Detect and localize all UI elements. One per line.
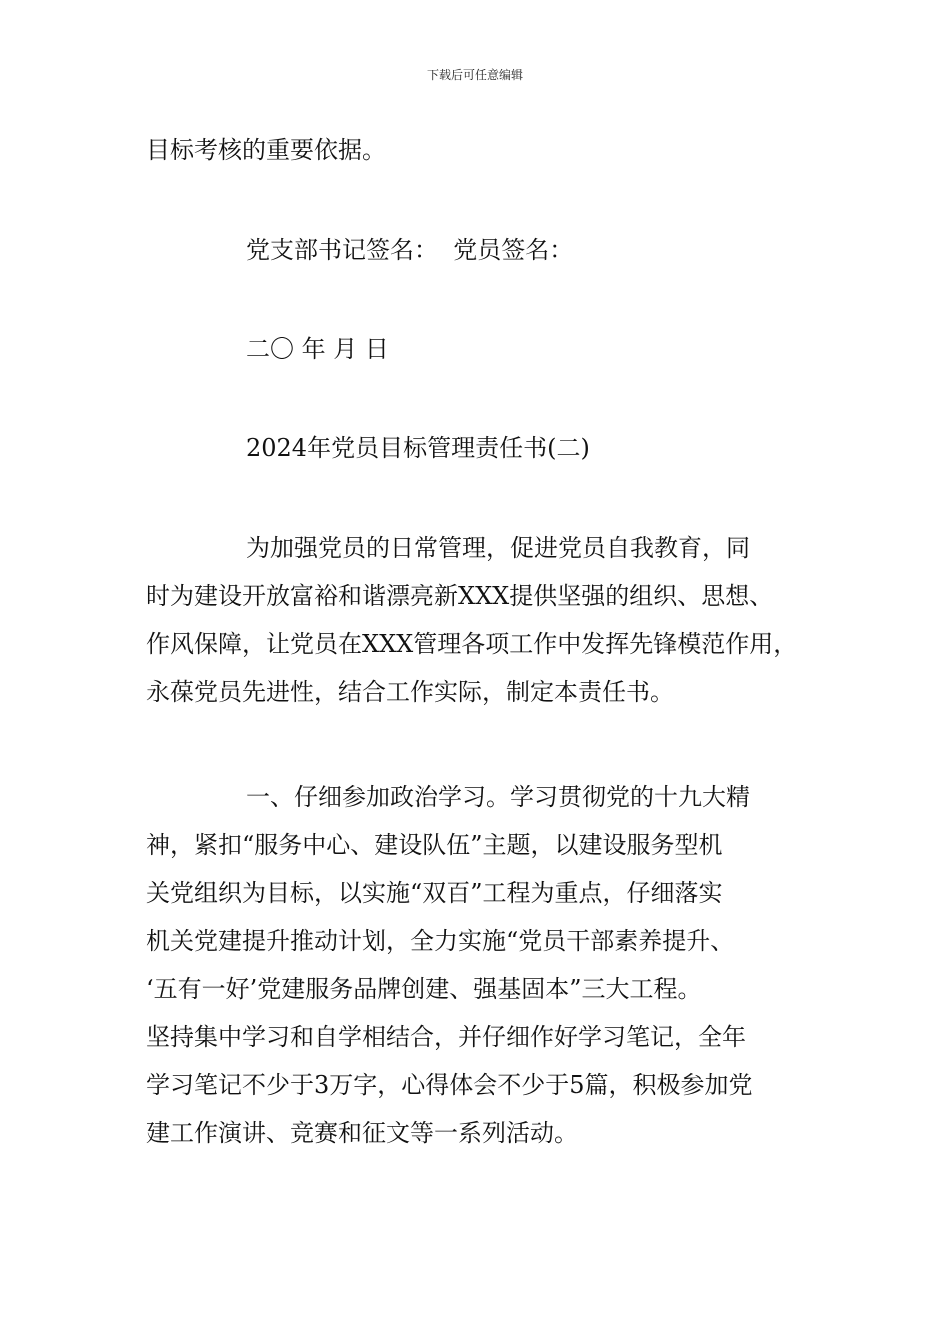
header-note: 下载后可任意编辑 <box>426 68 523 82</box>
paragraph-closing <box>146 126 836 174</box>
section-title <box>146 424 836 472</box>
text-line: 神，紧扣“服务中心、建设队伍”主题，以建设服务型机 <box>146 831 723 859</box>
text-line: 一、仔细参加政治学习。学习贯彻党的十九大精 <box>246 783 750 811</box>
text-line: 关党组织为目标，以实施“双百”工程为重点，仔细落实 <box>146 879 723 907</box>
signature-line <box>146 226 836 274</box>
paragraph-item-1 <box>146 773 836 1157</box>
text-line: 坚持集中学习和自学相结合，并仔细作好学习笔记，全年 <box>146 1023 746 1051</box>
text-line: 机关党建提升推动计划，全力实施“党员干部素养提升、 <box>146 927 735 955</box>
text-line: 永葆党员先进性，结合工作实际，制定本责任书。 <box>146 678 674 706</box>
text-line: ‘五有一好’党建服务品牌创建、强基固本”三大工程。 <box>146 975 702 1003</box>
text-line: 目标考核的重要依据。 <box>146 136 386 164</box>
date-text: 二〇 年 月 日 <box>246 335 389 363</box>
text-line: 学习笔记不少于3万字，心得体会不少于5篇，积极参加党 <box>146 1071 753 1099</box>
paragraph-intro <box>146 524 836 716</box>
text-line: 建工作演讲、竞赛和征文等一系列活动。 <box>146 1119 578 1147</box>
text-line: 时为建设开放富裕和谐漂亮新XXX提供坚强的组织、思想、 <box>146 582 774 610</box>
section-title-text: 2024年党员目标管理责任书(二) <box>246 434 590 462</box>
text-line: 为加强党员的日常管理，促进党员自我教育，同 <box>246 534 750 562</box>
date-line <box>146 325 836 373</box>
signature-text: 党支部书记签名： 党员签名： <box>246 236 574 264</box>
text-line: 作风保障，让党员在XXX管理各项工作中发挥先锋模范作用， <box>146 630 798 658</box>
